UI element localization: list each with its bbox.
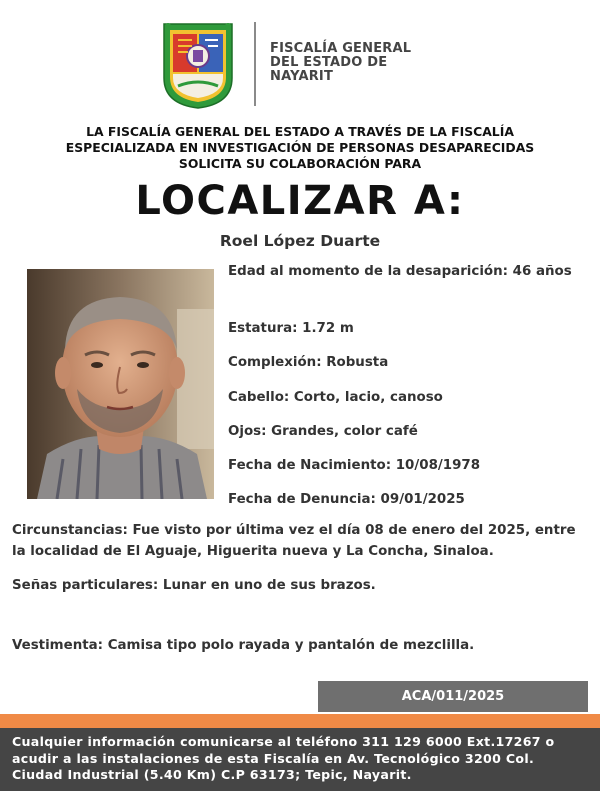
detail-fecha-nacimiento: Fecha de Nacimiento: 10/08/1978 (228, 458, 481, 473)
detail-edad: Edad al momento de la desaparición: 46 años (228, 264, 572, 279)
detail-estatura: Estatura: 1.72 m (228, 321, 354, 336)
intro-line-1: LA FISCALÍA GENERAL DEL ESTADO A TRAVÉS DE LA FISCALÍA (86, 124, 514, 139)
headline: LOCALIZAR A: (135, 178, 465, 224)
header-divider (254, 22, 256, 106)
org-name-line-1: FISCALÍA GENERAL (270, 41, 412, 56)
intro-line-2: ESPECIALIZADA EN INVESTIGACIÓN DE PERSONAS DESAPARECIDAS (65, 140, 535, 155)
intro-line-3: SOLICITA SU COLABORACIÓN PARA (178, 156, 422, 171)
circunstancias-text: Circunstancias: Fue visto por última vez el día 08 de enero del 2025, entre la localidad de El Aguaje, Higuerita nueva y La Concha, Sinaloa. (12, 523, 576, 559)
org-name-line-3: NAYARIT (270, 69, 334, 84)
detail-complexion: Complexión: Robusta (228, 355, 389, 370)
detail-cabello: Cabello: Corto, lacio, canoso (228, 390, 443, 405)
case-number-badge: ACA/011/2025 (318, 681, 588, 712)
vestimenta-text: Vestimenta: Camisa tipo polo rayada y pantalón de mezclilla. (12, 638, 475, 653)
detail-ojos: Ojos: Grandes, color café (228, 424, 418, 439)
person-photo (27, 269, 214, 499)
org-name (270, 42, 470, 84)
nayarit-state-seal-icon (158, 20, 238, 110)
footer-contact-info: Cualquier información comunicarse al teléfono 311 129 6000 Ext.17267 o acudir a las instalaciones de esta Fiscalía en Av. Tecnológico 3200 Col. Ciudad Industrial (5.40 Km) C.P 63173; Tepic, Nayarit. (0, 728, 600, 791)
senas-particulares-text: Señas particulares: Lunar en uno de sus brazos. (12, 578, 376, 593)
header (0, 0, 600, 118)
person-name: Roel López Duarte (219, 232, 381, 250)
intro-text (20, 124, 580, 172)
detail-fecha-denuncia: Fecha de Denuncia: 09/01/2025 (228, 492, 465, 507)
org-name-line-2: DEL ESTADO DE (270, 55, 388, 70)
accent-band (0, 714, 600, 728)
